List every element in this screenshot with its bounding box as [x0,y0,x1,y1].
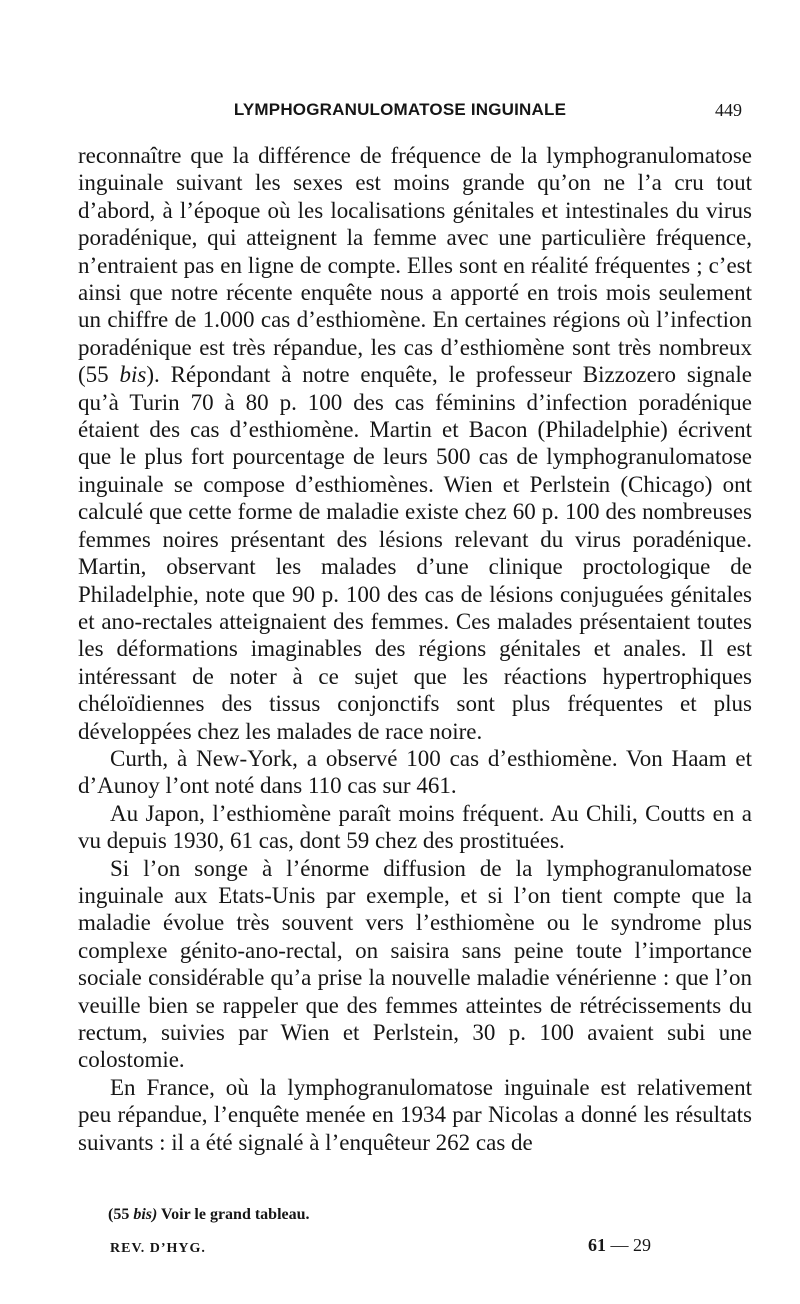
footnote-text: Voir le grand tableau. [161,1206,310,1223]
paragraph-5: En France, où la lymphogranulomatose inguinale est relativement peu répandue, l’enquête menée en 1934 par Nicolas a donné les résultats suivants : il a été signalé à l’enquêteur 262 cas de [78,1074,752,1155]
footnote-marker: bis) [133,1206,158,1223]
page-header [0,100,800,130]
signature-right: 29 [633,1235,651,1255]
signature-separator: — [610,1235,629,1255]
paragraph-1: reconnaître que la différence de fréquence de la lymphogranulomatose inguinale suivant les sexes est moins grande qu’on ne l’a cru tout d’abord, à l’époque où les localisations génitales et intestinales du virus poradénique, qui atteignent la femme avec une particulière fréquence, n’entraient pas en ligne de compte. Elles sont en réalité fréquentes ; c’est ainsi que notre récente enquête nous a apporté en trois mois seulement un chiffre de 1.000 cas d’esthiomène. En certaines régions où l’infection poradénique est très répandue, les cas d’esthiomène sont très nombreux (55 bis). Répondant à notre enquête, le professeur Bizzozero signale qu’à Turin 70 à 80 p. 100 des cas féminins d’infection poradénique étaient des cas d’esthiomène. Martin et Bacon (Philadelphie) écrivent que le plus fort pourcentage de leurs 500 cas de lymphogranulomatose inguinale se compose d’esthiomènes. Wien et Perlstein (Chicago) ont calculé que cette forme de maladie existe chez 60 p. 100 des nombreuses femmes noires présentant des lésions relevant du virus poradénique. Martin, observant les malades d’une clinique proctologique de Philadelphie, note que 90 p. 100 des cas de lésions conjuguées génitales et ano-rectales atteignaient des femmes. Ces malades présentaient toutes les déformations imaginables des régions génitales et anales. Il est intéressant de noter à ce sujet que les réactions hypertrophiques chéloïdiennes des tissus conjonctifs sont plus fréquentes et plus développées chez les malades de race noire. [78,143,752,744]
signature-mark [588,1235,651,1256]
paragraph-2: Curth, à New-York, a observé 100 cas d’esthiomène. Von Haam et d’Aunoy l’ont noté dans 110 cas sur 461. [78,745,752,799]
paragraph-3: Au Japon, l’esthiomène paraît moins fréquent. Au Chili, Coutts en a vu depuis 1930, 61 cas, dont 59 chez des prostituées. [78,800,752,854]
journal-abbreviation: REV. D’HYG. [110,1241,206,1256]
footnote [108,1206,748,1224]
body-text [78,142,752,1156]
page-number: 449 [715,100,742,120]
running-title: LYMPHOGRANULOMATOSE INGUINALE [233,100,567,119]
footnote-number: (55 [108,1206,130,1223]
paragraph-4: Si l’on songe à l’énorme diffusion de la lymphogranulomatose inguinale aux Etats-Unis par exemple, et si l’on tient compte que la maladie évolue très souvent vers l’esthiomène ou le syndrome plus complexe génito-ano-rectal, on saisira sans peine toute l’importance sociale considérable qu’a prise la nouvelle maladie vénérienne : que l’on veuille bien se rappeler que des femmes atteintes de rétrécissements du rectum, suivies par Wien et Perlstein, 30 p. 100 avaient subi une colostomie. [78,855,752,1073]
signature-left: 61 [588,1235,606,1255]
